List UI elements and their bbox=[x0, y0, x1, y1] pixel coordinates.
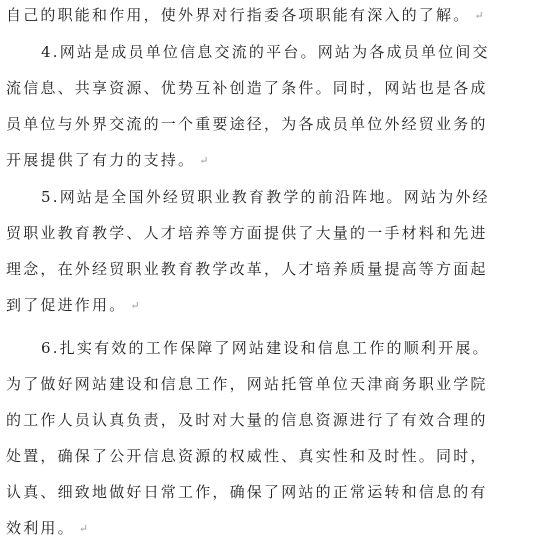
text-line: 理念，在外经贸职业教育教学改革，人才培养质量提高等方面起 bbox=[6, 260, 488, 278]
text-line: 5.网站是全国外经贸职业教育教学的前沿阵地。网站为外经 bbox=[41, 188, 490, 206]
text-line: 处置，确保了公开信息资源的权威性、真实性和及时性。同时， bbox=[6, 447, 488, 465]
paragraph-6-line-6 bbox=[6, 517, 88, 539]
paragraph-mark-icon: ↵ bbox=[78, 522, 89, 535]
paragraph-4-line-1 bbox=[41, 41, 490, 63]
text-line: 流信息、共享资源、优势互补创造了条件。同时，网站也是各成 bbox=[6, 79, 488, 97]
text-line: 贸职业教育教学、人才培养等方面提供了大量的一手材料和先进 bbox=[6, 224, 488, 242]
paragraph-4-line-2 bbox=[6, 77, 488, 99]
paragraph-5-line-1 bbox=[41, 186, 490, 208]
text-line: 开展提供了有力的支持。 bbox=[6, 151, 196, 169]
paragraph-6-line-3 bbox=[6, 409, 488, 431]
text-line: 为了做好网站建设和信息工作，网站托管单位天津商务职业学院 bbox=[6, 375, 488, 393]
paragraph-6-line-4 bbox=[6, 445, 488, 467]
paragraph-5-line-3 bbox=[6, 258, 488, 280]
paragraph-6-line-1 bbox=[41, 337, 490, 359]
text-line: 到了促进作用。 bbox=[6, 296, 127, 314]
text-line: 6.扎实有效的工作保障了网站建设和信息工作的顺利开展。 bbox=[41, 339, 490, 357]
paragraph-5-line-4 bbox=[6, 294, 140, 316]
text-line: 员单位与外界交流的一个重要途径，为各成员单位外经贸业务的 bbox=[6, 115, 488, 133]
paragraph-mark-icon: ↵ bbox=[474, 9, 484, 22]
text-line: 效利用。 bbox=[6, 519, 75, 537]
text-line: 认真、细致地做好日常工作，确保了网站的正常运转和信息的有 bbox=[6, 483, 488, 501]
paragraph-6-line-5 bbox=[6, 481, 488, 503]
text-line: 的工作人员认真负责，及时对大量的信息资源进行了有效合理的 bbox=[6, 411, 488, 429]
paragraph-4-line-3 bbox=[6, 113, 488, 135]
paragraph-3-line-end bbox=[6, 4, 484, 26]
text-line: 自己的职能和作用，使外界对行指委各项职能有深入的了解。 bbox=[6, 6, 471, 24]
paragraph-mark-icon: ↵ bbox=[199, 154, 209, 167]
paragraph-5-line-2 bbox=[6, 222, 488, 244]
paragraph-6-line-2 bbox=[6, 373, 488, 395]
paragraph-mark-icon: ↵ bbox=[130, 299, 140, 312]
paragraph-4-line-4 bbox=[6, 149, 208, 171]
text-line: 4.网站是成员单位信息交流的平台。网站为各成员单位间交 bbox=[41, 43, 490, 61]
